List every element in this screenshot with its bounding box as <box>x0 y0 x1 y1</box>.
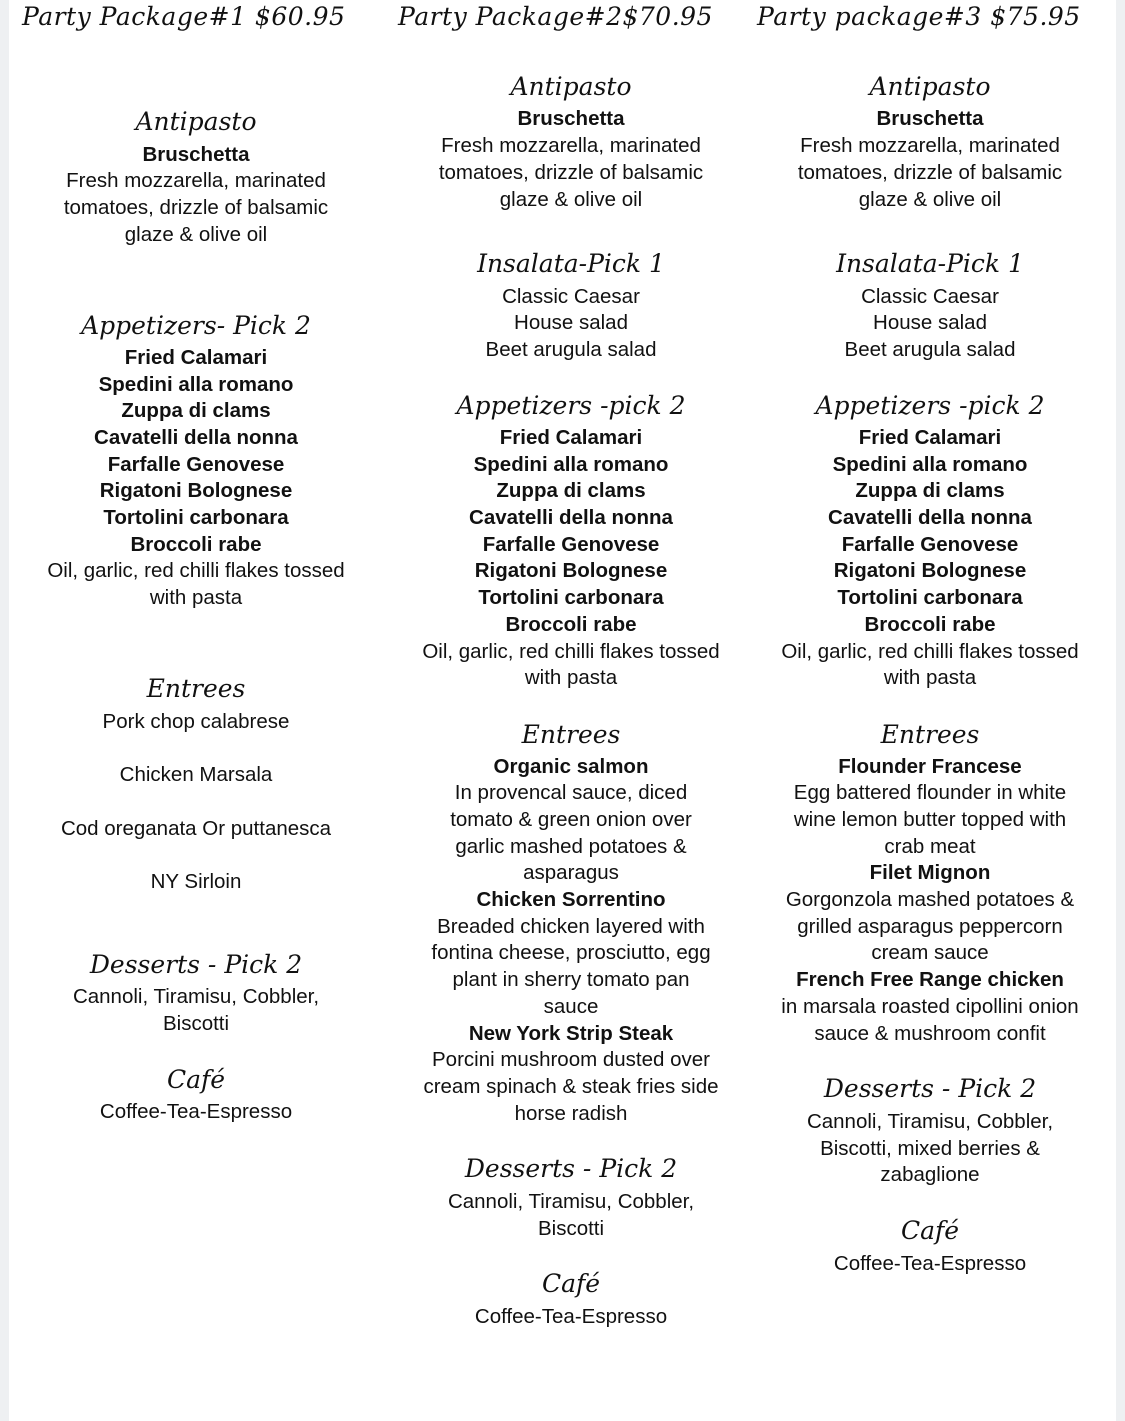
appetizer-item: Broccoli rabe <box>130 533 262 556</box>
antipasto-heading: Antipasto <box>510 72 632 101</box>
entree-desc-line: wine lemon butter topped with <box>793 808 1067 831</box>
appetizer-item: Rigatoni Bolognese <box>99 479 293 502</box>
dessert-line: zabaglione <box>880 1163 980 1186</box>
dessert-line: Biscotti, mixed berries & <box>820 1137 1040 1160</box>
appetizer-desc-line: with pasta <box>883 666 977 689</box>
appetizer-item: Fried Calamari <box>124 346 268 369</box>
desserts-heading: Desserts - Pick 2 <box>823 1074 1037 1103</box>
package-2-title: Party Package#2$70.95 <box>398 2 713 31</box>
entree-desc-line: sauce <box>543 995 599 1018</box>
entree-desc-line: asparagus <box>523 861 619 884</box>
appetizer-item: Fried Calamari <box>858 426 1002 449</box>
appetizer-item: Farfalle Genovese <box>841 533 1019 556</box>
antipasto-desc-line: glaze & olive oil <box>124 223 268 246</box>
entree-desc-line: fontina cheese, prosciutto, egg <box>431 941 711 964</box>
entree-desc-line: crab meat <box>884 835 976 858</box>
entree-name: Filet Mignon <box>869 861 991 884</box>
appetizer-desc-line: with pasta <box>149 586 243 609</box>
entree-name: Organic salmon <box>493 755 649 778</box>
antipasto-desc-line: glaze & olive oil <box>858 188 1002 211</box>
entree-desc-line: cream sauce <box>871 941 989 964</box>
appetizer-item: Broccoli rabe <box>864 613 996 636</box>
entree-desc-line: Egg battered flounder in white <box>793 781 1067 804</box>
entrees-heading: Entrees <box>146 674 246 703</box>
entree-item: Cod oreganata Or puttanesca <box>60 817 332 840</box>
appetizer-item: Cavatelli della nonna <box>469 506 673 529</box>
dessert-line: Cannoli, Tiramisu, Cobbler, <box>806 1110 1054 1133</box>
entree-item: Chicken Marsala <box>119 763 273 786</box>
appetizer-desc-line: Oil, garlic, red chilli flakes tossed <box>47 559 345 582</box>
antipasto-item: Bruschetta <box>517 107 625 130</box>
insalata-item: House salad <box>514 311 628 334</box>
cafe-heading: Café <box>900 1216 960 1245</box>
entrees-heading: Entrees <box>521 720 621 749</box>
entree-desc-line: In provencal sauce, diced <box>454 781 688 804</box>
antipasto-heading: Antipasto <box>135 107 257 136</box>
antipasto-desc-line: tomatoes, drizzle of balsamic <box>438 161 704 184</box>
desserts-heading: Desserts - Pick 2 <box>89 950 303 979</box>
entree-desc-line: Porcini mushroom dusted over <box>431 1048 711 1071</box>
entree-name: Flounder Francese <box>838 755 1022 778</box>
cafe-heading: Café <box>166 1065 226 1094</box>
antipasto-desc-line: glaze & olive oil <box>499 188 643 211</box>
antipasto-desc-line: Fresh mozzarella, marinated <box>66 169 326 192</box>
appetizer-desc-line: Oil, garlic, red chilli flakes tossed <box>781 640 1079 663</box>
insalata-item: Beet arugula salad <box>485 338 657 361</box>
entree-desc-line: in marsala roasted cipollini onion <box>781 995 1079 1018</box>
dessert-line: Biscotti <box>162 1012 230 1035</box>
entree-desc-line: sauce & mushroom confit <box>814 1022 1046 1045</box>
appetizer-item: Rigatoni Bolognese <box>833 559 1027 582</box>
insalata-item: Classic Caesar <box>861 285 999 308</box>
appetizer-item: Zuppa di clams <box>496 479 646 502</box>
insalata-item: Beet arugula salad <box>844 338 1016 361</box>
antipasto-item: Bruschetta <box>142 143 250 166</box>
appetizers-heading: Appetizers- Pick 2 <box>81 311 311 340</box>
entree-desc-line: Gorgonzola mashed potatoes & <box>785 888 1075 911</box>
appetizer-item: Spedini alla romano <box>473 453 669 476</box>
appetizer-item: Spedini alla romano <box>832 453 1028 476</box>
entree-item: NY Sirloin <box>150 870 242 893</box>
entrees-heading: Entrees <box>880 720 980 749</box>
package-3-title: Party package#3 $75.95 <box>757 2 1081 31</box>
entree-desc-line: garlic mashed potatoes & <box>455 835 687 858</box>
insalata-item: Classic Caesar <box>502 285 640 308</box>
entree-desc-line: grilled asparagus peppercorn <box>797 915 1063 938</box>
antipasto-desc-line: Fresh mozzarella, marinated <box>441 134 701 157</box>
antipasto-heading: Antipasto <box>869 72 991 101</box>
appetizer-item: Tortolini carbonara <box>837 586 1023 609</box>
appetizer-item: Broccoli rabe <box>505 613 637 636</box>
insalata-heading: Insalata-Pick 1 <box>477 249 665 278</box>
cafe-line: Coffee-Tea-Espresso <box>99 1100 293 1123</box>
package-1-title: Party Package#1 $60.95 <box>22 2 346 31</box>
appetizer-item: Zuppa di clams <box>855 479 1005 502</box>
entree-name: New York Strip Steak <box>468 1022 674 1045</box>
entree-desc-line: Breaded chicken layered with <box>437 915 705 938</box>
appetizer-item: Fried Calamari <box>499 426 643 449</box>
entree-desc-line: horse radish <box>514 1102 628 1125</box>
entree-desc-line: cream spinach & steak fries side <box>423 1075 719 1098</box>
appetizer-item: Farfalle Genovese <box>107 453 285 476</box>
cafe-line: Coffee-Tea-Espresso <box>833 1252 1027 1275</box>
entree-item: Pork chop calabrese <box>102 710 290 733</box>
appetizer-item: Cavatelli della nonna <box>94 426 298 449</box>
appetizer-item: Rigatoni Bolognese <box>474 559 668 582</box>
appetizer-desc-line: with pasta <box>524 666 618 689</box>
entree-desc-line: plant in sherry tomato pan <box>452 968 690 991</box>
entree-desc-line: tomato & green onion over <box>450 808 692 831</box>
appetizer-item: Cavatelli della nonna <box>828 506 1032 529</box>
dessert-line: Biscotti <box>537 1217 605 1240</box>
desserts-heading: Desserts - Pick 2 <box>464 1154 678 1183</box>
entree-name: Chicken Sorrentino <box>476 888 666 911</box>
dessert-line: Cannoli, Tiramisu, Cobbler, <box>72 985 320 1008</box>
cafe-heading: Café <box>541 1269 601 1298</box>
appetizer-item: Tortolini carbonara <box>103 506 289 529</box>
appetizer-item: Spedini alla romano <box>98 373 294 396</box>
appetizers-heading: Appetizers -pick 2 <box>815 391 1045 420</box>
cafe-line: Coffee-Tea-Espresso <box>474 1305 668 1328</box>
antipasto-item: Bruschetta <box>876 107 984 130</box>
entree-name: French Free Range chicken <box>796 968 1064 991</box>
antipasto-desc-line: tomatoes, drizzle of balsamic <box>63 196 329 219</box>
insalata-heading: Insalata-Pick 1 <box>836 249 1024 278</box>
appetizer-item: Farfalle Genovese <box>482 533 660 556</box>
insalata-item: House salad <box>873 311 987 334</box>
appetizer-item: Tortolini carbonara <box>478 586 664 609</box>
appetizer-item: Zuppa di clams <box>121 399 271 422</box>
dessert-line: Cannoli, Tiramisu, Cobbler, <box>447 1190 695 1213</box>
appetizer-desc-line: Oil, garlic, red chilli flakes tossed <box>422 640 720 663</box>
antipasto-desc-line: tomatoes, drizzle of balsamic <box>797 161 1063 184</box>
appetizers-heading: Appetizers -pick 2 <box>456 391 686 420</box>
antipasto-desc-line: Fresh mozzarella, marinated <box>800 134 1060 157</box>
